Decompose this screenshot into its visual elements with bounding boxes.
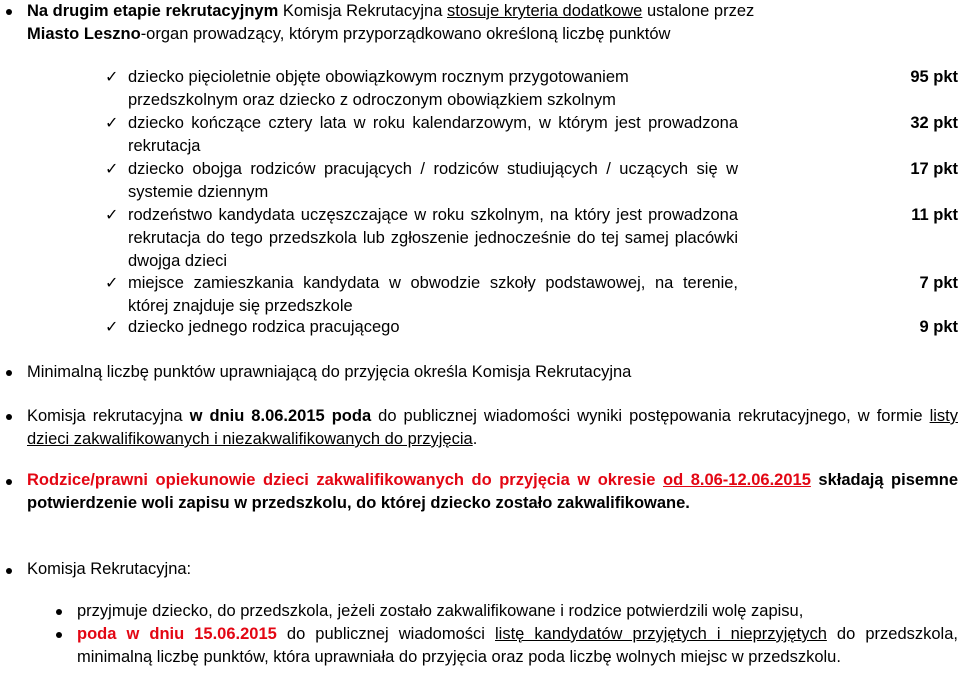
criterion-text: dziecko kończące cztery lata w roku kalendarzowym, w którym jest prowadzona rekrutacja — [128, 114, 738, 155]
intro-link-criteria[interactable]: stosuje kryteria dodatkowe — [447, 2, 643, 20]
criterion-item — [105, 316, 960, 339]
publication-text-1: Komisja rekrutacyjna — [27, 407, 190, 425]
criterion-item — [105, 112, 960, 158]
criterion-text: rodzeństwo kandydata uczęszczające w roku szkolnym, na który jest prowadzona rekrutacja do tego przedszkola lub zgłoszenie jednocześnie do tej samej placówki dwojga dzieci — [128, 206, 738, 270]
intro-text-3: -organ prowadzący, którym przyporządkowano określoną liczbę punktów — [140, 25, 671, 43]
criterion-item — [105, 158, 960, 204]
criterion-points: 11 pkt — [911, 206, 958, 224]
parents-red-dates: od 8.06-12.06.2015 — [663, 471, 811, 489]
commission-item-2-text-1: do publicznej wiadomości — [276, 625, 495, 643]
criterion-points: 95 pkt — [910, 68, 958, 86]
publication-date: w dniu 8.06.2015 poda — [189, 407, 372, 425]
intro-text-2: ustalone przez — [642, 2, 755, 20]
criterion-item — [105, 204, 960, 273]
bullet-minimum — [6, 370, 12, 376]
publication-text-2: do publicznej wiadomości wyniki postępowania rekrutacyjnego, w formie — [371, 407, 930, 425]
criterion-text: dziecko obojga rodziców pracujących / rodziców studiujących / uczących się w systemie dziennym — [128, 160, 738, 201]
criterion-text: miejsce zamieszkania kandydata w obwodzie szkoły podstawowej, na terenie, której znajduje się przedszkole — [128, 274, 738, 315]
check-icon: ✓ — [105, 207, 119, 224]
publication-paragraph — [27, 405, 958, 451]
commission-item-2-text-2: do przedszkola, minimalną liczbę punktów, która uprawniała do przyjęcia oraz poda liczbę wolnych miejsc w przedszkolu. — [77, 625, 958, 666]
bullet-commission — [6, 568, 12, 574]
parents-red-text: Rodzice/prawni opiekunowie dzieci zakwalifikowanych do przyjęcia w okresie — [27, 471, 664, 489]
intro-bold-1: Na drugim etapie rekrutacyjnym — [27, 2, 279, 20]
commission-item-2-date: poda w dniu 15.06.2015 — [77, 625, 277, 643]
criterion-item — [105, 66, 960, 112]
check-icon: ✓ — [105, 69, 119, 86]
commission-title: Komisja Rekrutacyjna: — [27, 560, 192, 578]
criterion-text: dziecko pięcioletnie objęte obowiązkowym rocznym przygotowaniem przedszkolnym oraz dziecko z odroczonym obowiązkiem szkolnym — [128, 68, 629, 109]
publication-text-3: . — [472, 430, 478, 448]
parents-paragraph — [27, 469, 958, 515]
commission-item-1: przyjmuje dziecko, do przedszkola, jeżeli zostało zakwalifikowane i rodzice potwierdzili wolę zapisu, — [77, 602, 804, 620]
criterion-points: 32 pkt — [910, 114, 958, 132]
intro-text-1: Komisja Rekrutacyjna — [278, 2, 447, 20]
bullet-commission-1 — [56, 609, 62, 615]
bullet-parents — [6, 479, 12, 485]
bullet-publication — [6, 414, 12, 420]
criterion-points: 7 pkt — [919, 274, 958, 292]
criterion-points: 9 pkt — [919, 318, 958, 336]
publication-list-link[interactable]: listy dzieci zakwalifikowanych i niezakwalifikowanych do przyjęcia — [27, 407, 958, 448]
parents-bold-text: składają pisemne potwierdzenie woli zapisu w przedszkolu, do której dziecko zostało zakwalifikowane. — [27, 471, 959, 512]
criterion-points: 17 pkt — [910, 160, 958, 178]
intro-bold-2: Miasto Leszno — [27, 25, 141, 43]
bullet-intro — [6, 9, 12, 15]
check-icon: ✓ — [105, 319, 119, 336]
check-icon: ✓ — [105, 161, 119, 178]
commission-item-2 — [77, 623, 958, 669]
intro-paragraph — [27, 0, 958, 46]
minimum-paragraph: Minimalną liczbę punktów uprawniającą do przyjęcia określa Komisja Rekrutacyjna — [27, 363, 632, 381]
check-icon: ✓ — [105, 275, 119, 292]
criterion-item — [105, 272, 960, 318]
commission-item-2-link[interactable]: listę kandydatów przyjętych i nieprzyjętych — [495, 625, 827, 643]
bullet-commission-2 — [56, 632, 62, 638]
criterion-text: dziecko jednego rodzica pracującego — [128, 318, 400, 336]
check-icon: ✓ — [105, 115, 119, 132]
